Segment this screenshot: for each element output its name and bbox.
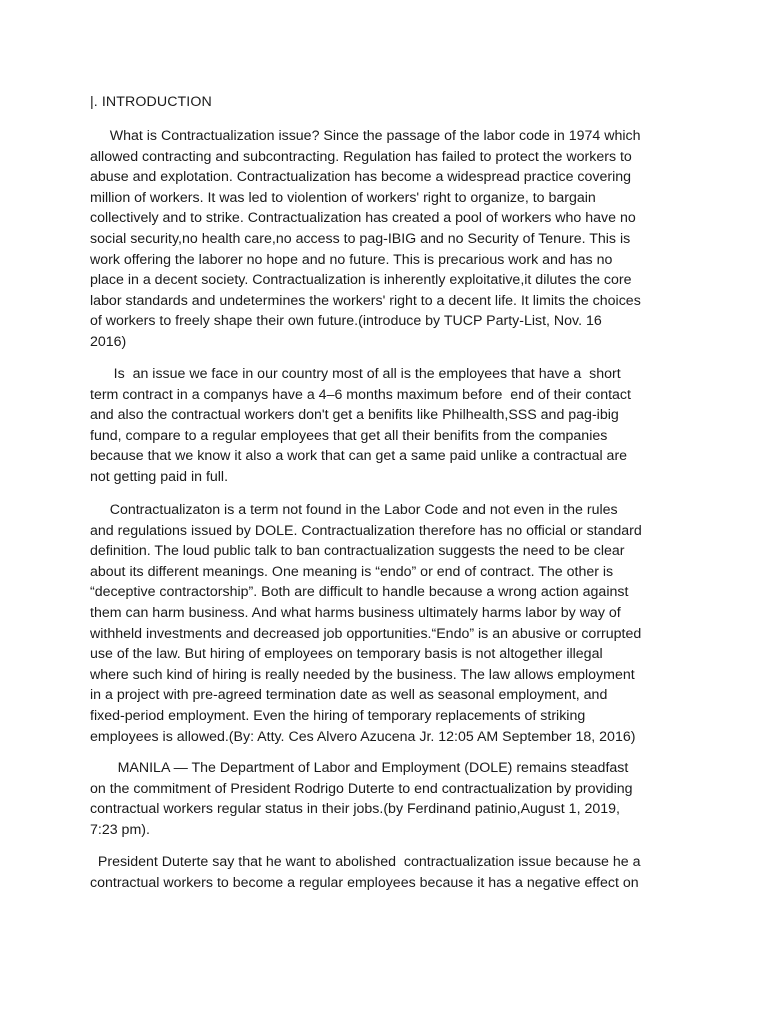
- text-line: collectively and to strike. Contractualization has created a pool of workers who have no: [90, 210, 636, 227]
- text-line: fixed-period employment. Even the hiring of temporary replacements of striking: [90, 707, 586, 724]
- text-line: contractual workers regular status in their jobs.(by Ferdinand patinio,August 1, 2019,: [90, 801, 620, 818]
- text-line: them can harm business. And what harms business ultimately harms labor by way of: [90, 604, 621, 621]
- text-line: Contractualizaton is a term not found in the Labor Code and not even in the rules: [90, 502, 618, 518]
- text-line: labor standards and undetermines the workers' right to a decent life. It limits the choices: [90, 292, 641, 309]
- text-line: 2016): [90, 333, 127, 350]
- text-line: work offering the laborer no hope and no future. This is precarious work and has no: [90, 251, 613, 268]
- paragraph-5: [90, 852, 690, 893]
- text-line: Is an issue we face in our country most of all is the employees that have a short: [90, 366, 621, 382]
- text-line: social security,no health care,no access to pag-IBIG and no Security of Tenure. This is: [90, 230, 631, 247]
- paragraph-3: [90, 500, 690, 747]
- text-line: abuse and explotation. Contractualization has become a widespread practice covering: [90, 169, 632, 186]
- text-line: where such kind of hiring is really needed by the business. The law allows employment: [90, 666, 635, 683]
- text-line: on the commitment of President Rodrigo Duterte to end contractualization by providing: [90, 780, 633, 797]
- text-line: and also the contractual workers don't get a benifits like Philhealth,SSS and pag-ibig: [90, 407, 619, 424]
- text-line: allowed contracting and subcontracting. Regulation has failed to protect the workers to: [90, 148, 632, 165]
- text-line: million of workers. It was led to violention of workers' right to organize, to bargain: [90, 189, 596, 206]
- text-line: “deceptive contractorship”. Both are difficult to handle because a wrong action against: [90, 584, 629, 601]
- text-line: President Duterte say that he want to abolished contractualization issue because he a: [90, 854, 641, 870]
- paragraph-4: [90, 758, 690, 840]
- text-line: definition. The loud public talk to ban contractualization suggests the need to be clear: [90, 543, 625, 560]
- text-line: about its different meanings. One meaning is “endo” or end of contract. The other is: [90, 563, 614, 580]
- section-heading: |. INTRODUCTION: [90, 94, 212, 110]
- text-line: not getting paid in full.: [90, 468, 229, 485]
- text-line: withheld investments and decreased job opportunities.“Endo” is an abusive or corrupted: [90, 625, 642, 642]
- paragraph-1: [90, 126, 690, 353]
- text-line: fund, compare to a regular employees that get all their benifits from the companies: [90, 427, 608, 444]
- paragraph-2: [90, 364, 690, 488]
- text-line: contractual workers to become a regular employees because it has a negative effect on: [90, 874, 639, 891]
- text-line: MANILA — The Department of Labor and Employment (DOLE) remains steadfast: [90, 760, 629, 776]
- text-line: and regulations issued by DOLE. Contractualization therefore has no official or standard: [90, 522, 642, 539]
- text-line: term contract in a companys have a 4–6 months maximum before end of their contact: [90, 386, 631, 403]
- text-line: because that we know it also a work that can get a same paid unlike a contractual are: [90, 448, 628, 465]
- text-line: employees is allowed.(By: Atty. Ces Alvero Azucena Jr. 12:05 AM September 18, 2016): [90, 728, 636, 745]
- text-line: 7:23 pm).: [90, 821, 150, 838]
- text-line: of workers to freely shape their own future.(introduce by TUCP Party-List, Nov. 16: [90, 313, 602, 330]
- text-line: place in a decent society. Contractualization is inherently exploitative,it dilutes the core: [90, 272, 632, 289]
- text-line: use of the law. But hiring of employees on temporary basis is not altogether illegal: [90, 646, 603, 663]
- text-line: in a project with pre-agreed termination date as well as seasonal employment, and: [90, 687, 608, 704]
- text-line: What is Contractualization issue? Since the passage of the labor code in 1974 which: [90, 128, 641, 144]
